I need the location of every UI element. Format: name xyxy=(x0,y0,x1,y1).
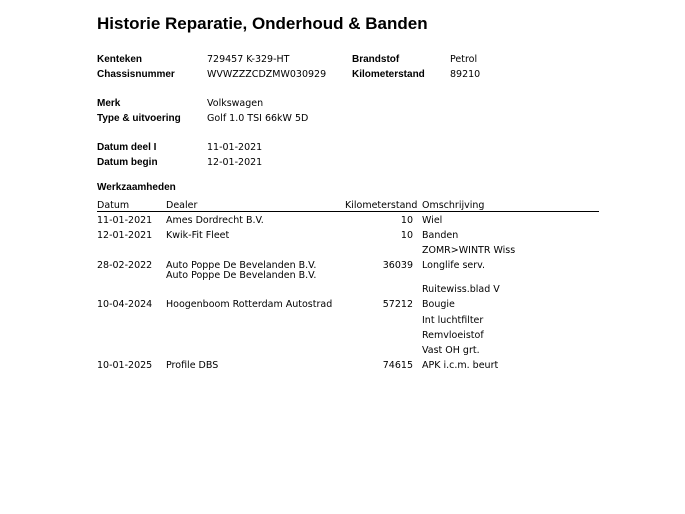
row-kilometerstand: 74615 xyxy=(382,360,413,371)
row-dealer: Kwik-Fit Fleet xyxy=(166,230,230,241)
row-dealer-second-line: Auto Poppe De Bevelanden B.V. xyxy=(166,270,317,281)
row-dealer: Auto Poppe De Bevelanden B.V. xyxy=(166,260,317,271)
row-kilometerstand: 10 xyxy=(400,230,413,241)
column-header-datum: Datum xyxy=(97,200,130,211)
row-datum: 28-02-2022 xyxy=(97,260,153,271)
datum-deel1-label: Datum deel I xyxy=(97,142,157,153)
merk-label: Merk xyxy=(97,98,121,109)
header-divider xyxy=(97,211,599,212)
kenteken-label: Kenteken xyxy=(97,54,143,65)
row-kilometerstand: 36039 xyxy=(382,260,413,271)
kenteken-value: 729457 K-329-HT xyxy=(207,54,290,65)
datum-begin-label: Datum begin xyxy=(97,157,158,168)
row-dealer: Profile DBS xyxy=(166,360,219,371)
brandstof-value: Petrol xyxy=(450,54,478,65)
page-title: Historie Reparatie, Onderhoud & Banden xyxy=(97,14,428,33)
column-header-kilometerstand: Kilometerstand xyxy=(345,200,418,211)
chassis-value: WVWZZZCDZMW030929 xyxy=(207,69,327,80)
row-datum: 12-01-2021 xyxy=(97,230,153,241)
column-header-dealer: Dealer xyxy=(166,200,198,211)
merk-value: Volkswagen xyxy=(207,98,264,109)
row-datum: 10-01-2025 xyxy=(97,360,153,371)
chassis-label: Chassisnummer xyxy=(97,69,175,80)
row-omschrijving: Wiel xyxy=(422,215,443,226)
row-omschrijving: Remvloeistof xyxy=(422,330,484,341)
row-omschrijving: ZOMR>WINTR Wiss xyxy=(422,245,516,256)
type-value: Golf 1.0 TSI 66kW 5D xyxy=(207,113,309,124)
row-kilometerstand: 10 xyxy=(400,215,413,226)
row-datum: 11-01-2021 xyxy=(97,215,153,226)
row-omschrijving: Int luchtfilter xyxy=(422,315,484,326)
brandstof-label: Brandstof xyxy=(352,54,400,65)
row-omschrijving: Bougie xyxy=(422,299,455,310)
row-omschrijving: Ruitewiss.blad V xyxy=(422,284,500,295)
section-title-werkzaamheden: Werkzaamheden xyxy=(97,182,176,193)
type-label: Type & uitvoering xyxy=(97,113,181,124)
row-omschrijving: Vast OH grt. xyxy=(422,345,480,356)
row-datum: 10-04-2024 xyxy=(97,299,153,310)
km-label: Kilometerstand xyxy=(352,69,425,80)
row-omschrijving: Longlife serv. xyxy=(422,260,486,271)
km-value: 89210 xyxy=(450,69,481,80)
row-dealer: Ames Dordrecht B.V. xyxy=(166,215,264,226)
datum-deel1-value: 11-01-2021 xyxy=(207,142,263,153)
row-omschrijving: APK i.c.m. beurt xyxy=(422,360,499,371)
row-omschrijving: Banden xyxy=(422,230,459,241)
column-header-omschrijving: Omschrijving xyxy=(422,200,485,211)
row-dealer: Hoogenboom Rotterdam Autostrad xyxy=(166,299,333,310)
row-kilometerstand: 57212 xyxy=(382,299,413,310)
datum-begin-value: 12-01-2021 xyxy=(207,157,263,168)
